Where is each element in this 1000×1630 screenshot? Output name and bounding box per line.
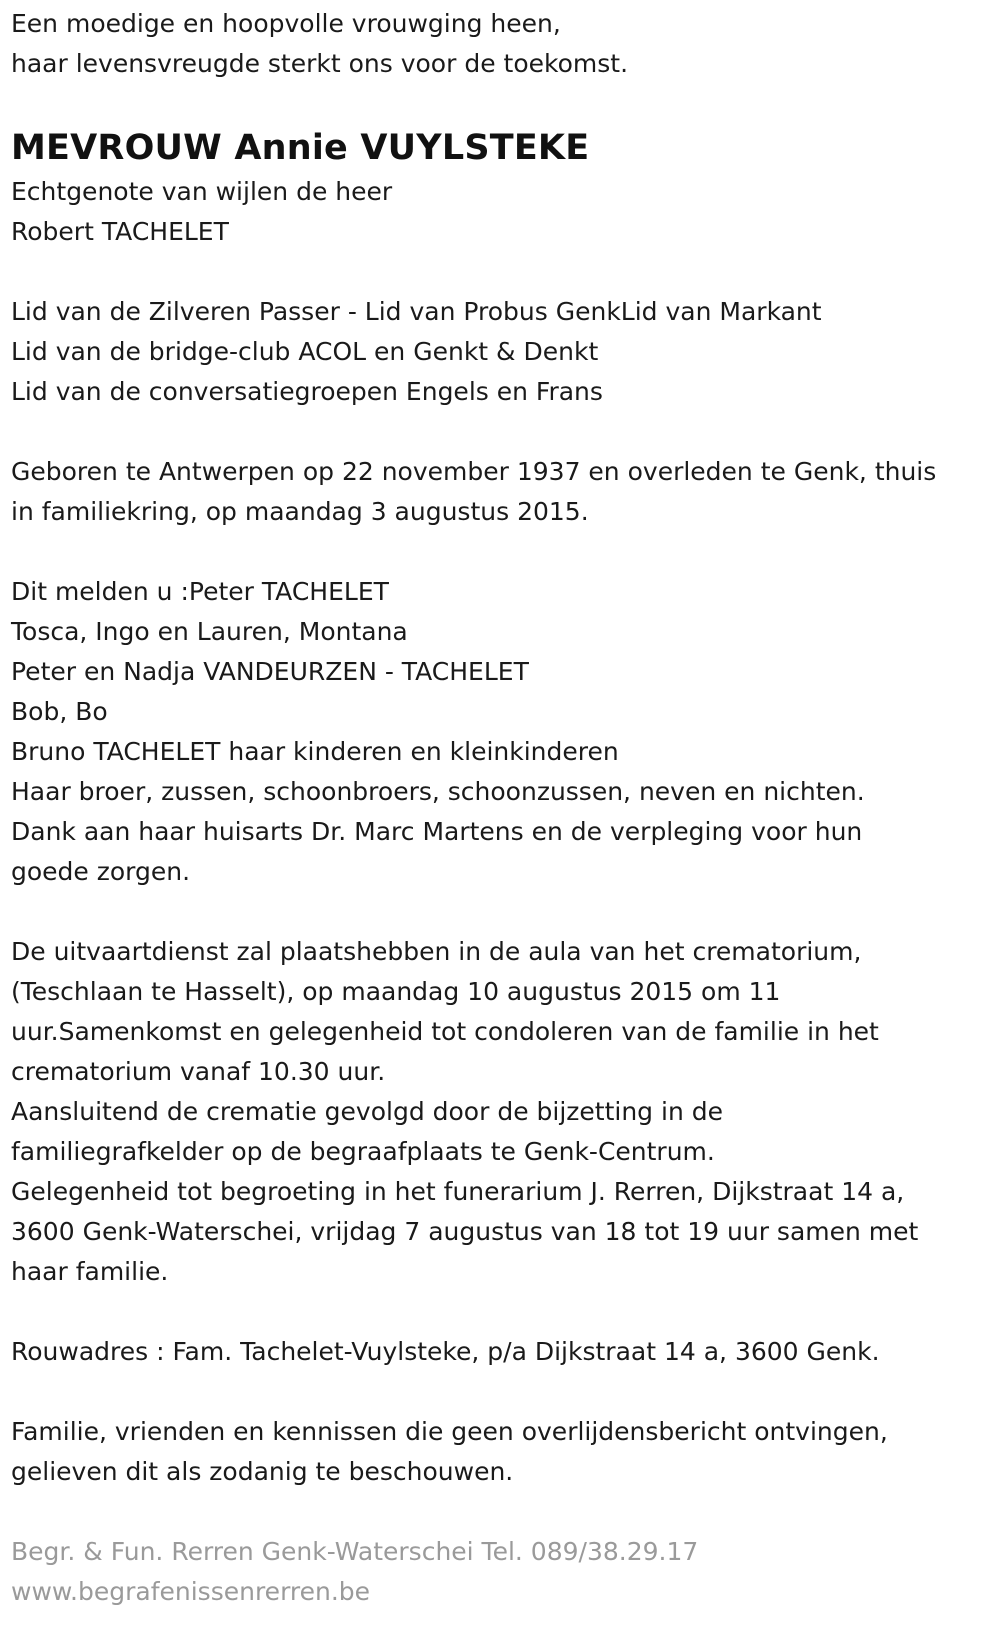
family-line: Bob, Bo [11,697,108,726]
closing-section [11,1412,986,1492]
obituary-notice [11,4,986,1612]
closing-line: gelieven dit als zodanig te beschouwen. [11,1457,514,1486]
spacer [11,252,986,292]
ceremony-line: Aansluitend de crematie gevolgd door de bijzetting in de [11,1097,723,1126]
address-section [11,1332,986,1372]
footer [11,1532,986,1612]
spacer [11,412,986,452]
deceased-section [11,124,986,252]
family-line: Tosca, Ingo en Lauren, Montana [11,617,408,646]
spacer [11,1492,986,1532]
intro-line: Een moedige en hoopvolle vrouwging heen, [11,9,561,38]
ceremony-line: 3600 Genk-Waterschei, vrijdag 7 augustus van 18 tot 19 uur samen met [11,1217,919,1246]
birth-death-section [11,452,986,532]
ceremony-section [11,932,986,1292]
membership-line: Lid van de Zilveren Passer - Lid van Probus GenkLid van Markant [11,297,822,326]
ceremony-line: crematorium vanaf 10.30 uur. [11,1057,386,1086]
membership-line: Lid van de bridge-club ACOL en Genkt & Denkt [11,337,599,366]
intro-line: haar levensvreugde sterkt ons voor de toekomst. [11,49,629,78]
ceremony-line: haar familie. [11,1257,169,1286]
family-line: Dit melden u :Peter TACHELET [11,577,389,606]
ceremony-line: familiegrafkelder op de begraafplaats te Genk-Centrum. [11,1137,715,1166]
funeral-home-info: Begr. & Fun. Rerren Genk-Waterschei Tel. 089/38.29.17 [11,1537,699,1566]
spacer [11,892,986,932]
website-link[interactable]: www.begrafenissenrerren.be [11,1577,371,1606]
birth-death-line: Geboren te Antwerpen op 22 november 1937 en overleden te Genk, thuis [11,457,937,486]
birth-death-line: in familiekring, op maandag 3 augustus 2015. [11,497,589,526]
membership-line: Lid van de conversatiegroepen Engels en Frans [11,377,603,406]
ceremony-line: De uitvaartdienst zal plaatshebben in de aula van het crematorium, [11,937,862,966]
ceremony-line: (Teschlaan te Hasselt), op maandag 10 augustus 2015 om 11 [11,977,781,1006]
family-line: Dank aan haar huisarts Dr. Marc Martens en de verpleging voor hun [11,817,863,846]
spacer [11,1292,986,1332]
intro-section [11,4,986,84]
mourning-address: Rouwadres : Fam. Tachelet-Vuylsteke, p/a Dijkstraat 14 a, 3600 Genk. [11,1337,880,1366]
spouse-name: Robert TACHELET [11,217,229,246]
ceremony-line: uur.Samenkomst en gelegenheid tot condoleren van de familie in het [11,1017,879,1046]
family-line: Peter en Nadja VANDEURZEN - TACHELET [11,657,529,686]
memberships-section [11,292,986,412]
ceremony-line: Gelegenheid tot begroeting in het funerarium J. Rerren, Dijkstraat 14 a, [11,1177,905,1206]
family-line: goede zorgen. [11,857,191,886]
family-section [11,572,986,892]
spouse-line: Echtgenote van wijlen de heer [11,177,393,206]
closing-line: Familie, vrienden en kennissen die geen overlijdensbericht ontvingen, [11,1417,888,1446]
spacer [11,1372,986,1412]
family-line: Haar broer, zussen, schoonbroers, schoonzussen, neven en nichten. [11,777,865,806]
deceased-name: MEVROUW Annie VUYLSTEKE [11,128,590,168]
family-line: Bruno TACHELET haar kinderen en kleinkinderen [11,737,619,766]
spacer [11,532,986,572]
